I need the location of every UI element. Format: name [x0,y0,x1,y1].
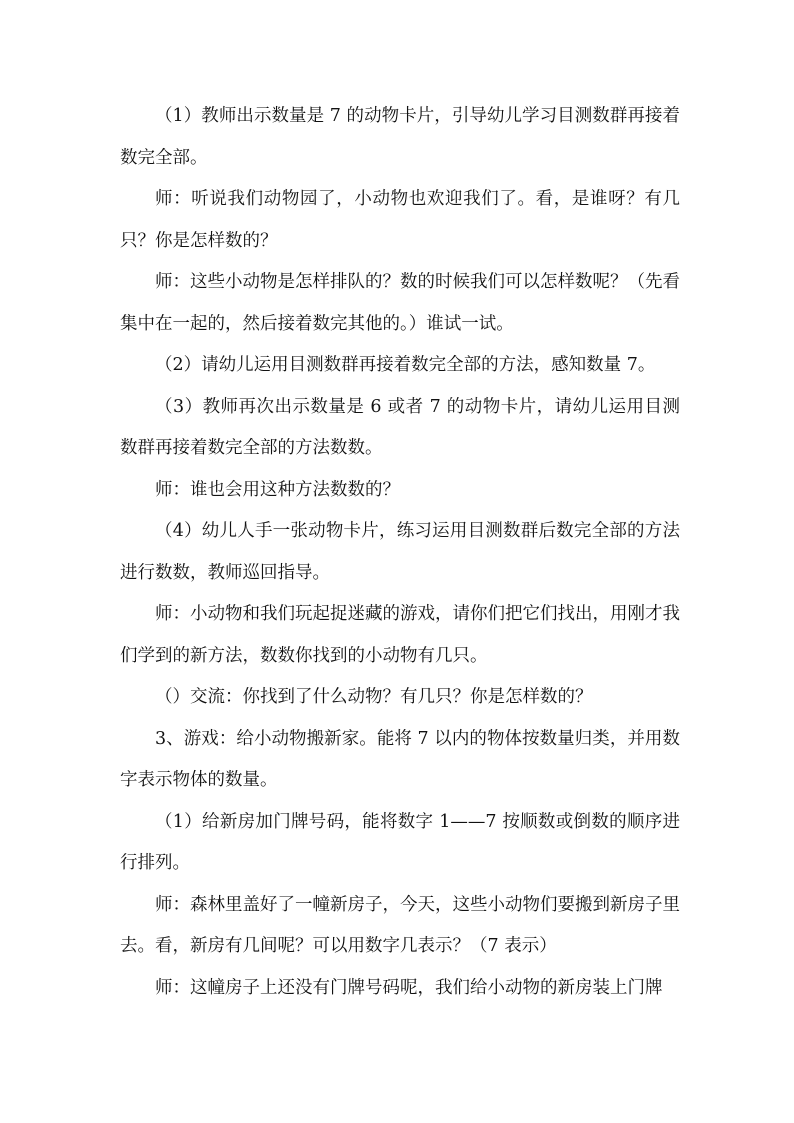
paragraph-2: 师：听说我们动物园了，小动物也欢迎我们了。看，是谁呀？有几只？你是怎样数的？ [120,189,680,251]
paragraph-12: 师：森林里盖好了一幢新房子，今天，这些小动物们要搬到新房子里去。看，新房有几间呢？可以用数字几表示？（7 表示） [120,894,680,956]
paragraph-5: （3）教师再次出示数量是 6 或者 7 的动物卡片，请幼儿运用目测数群再接着数完全部的方法数数。 [120,396,680,458]
paragraph-11: （1）给新房加门牌号码，能将数字 1——7 按顺数或倒数的顺序进行排列。 [120,811,680,873]
paragraph-7: （4）幼儿人手一张动物卡片，练习运用目测数群后数完全部的方法进行数数，教师巡回指导。 [120,521,680,583]
paragraph-13: 师：这幢房子上还没有门牌号码呢，我们给小动物的新房装上门牌 [155,977,663,998]
paragraph-1: （1）教师出示数量是 7 的动物卡片，引导幼儿学习目测数群再接着数完全部。 [120,106,680,168]
document-body [120,96,680,1009]
paragraph-6: 师：谁也会用这种方法数数的？ [155,479,400,500]
paragraph-4: （2）请幼儿运用目测数群再接着数完全部的方法，感知数量 7。 [155,355,656,375]
paragraph-10: 3、游戏：给小动物搬新家。能将 7 以内的物体按数量归类，并用数字表示物体的数量。 [120,728,680,790]
paragraph-3: 师：这些小动物是怎样排队的？数的时候我们可以怎样数呢？（先看集中在一起的，然后接着数完其他的。）谁试一试。 [120,272,680,334]
paragraph-9: （）交流：你找到了什么动物？有几只？你是怎样数的？ [155,687,593,707]
paragraph-8: 师：小动物和我们玩起捉迷藏的游戏，请你们把它们找出，用刚才我们学到的新方法，数数你找到的小动物有几只。 [120,604,680,666]
